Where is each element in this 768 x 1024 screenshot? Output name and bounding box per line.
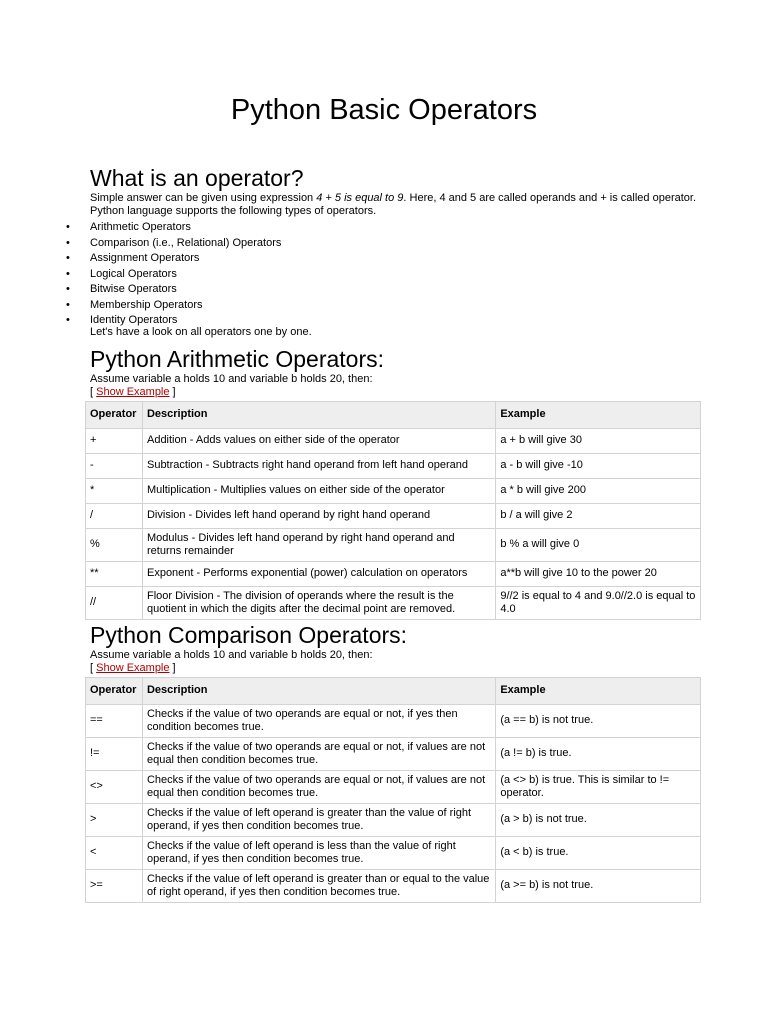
example-cell: (a >= b) is not true. bbox=[496, 869, 701, 902]
bracket-open: [ bbox=[90, 661, 97, 674]
operator-cell: == bbox=[86, 704, 143, 737]
section-heading-comparison: Python Comparison Operators: bbox=[90, 621, 408, 648]
description-cell: Checks if the value of left operand is greater than the value of right operand, if yes then condition becomes true. bbox=[142, 803, 495, 836]
table-header-row bbox=[86, 401, 701, 428]
operator-cell: <> bbox=[86, 770, 143, 803]
operator-cell: * bbox=[86, 478, 143, 503]
arithmetic-operators-table bbox=[85, 401, 701, 620]
show-example-link-arithmetic[interactable]: Show Example bbox=[96, 385, 170, 398]
operator-cell: ** bbox=[86, 561, 143, 586]
list-item: • Bitwise Operators bbox=[90, 282, 700, 298]
list-item: • Membership Operators bbox=[90, 298, 700, 314]
description-cell: Multiplication - Multiplies values on either side of the operator bbox=[142, 478, 495, 503]
closing-sentence: Let's have a look on all operators one by one. bbox=[90, 325, 312, 338]
description-cell: Modulus - Divides left hand operand by right hand operand and returns remainder bbox=[142, 528, 495, 561]
column-header-description: Description bbox=[142, 401, 495, 428]
description-cell: Checks if the value of two operands are equal or not, if yes then condition becomes true. bbox=[142, 704, 495, 737]
example-cell: b / a will give 2 bbox=[496, 503, 701, 528]
table-row bbox=[86, 586, 701, 619]
table-row bbox=[86, 737, 701, 770]
show-example-link-comparison[interactable]: Show Example bbox=[96, 661, 170, 674]
document-body bbox=[90, 165, 700, 903]
comparison-assumption: Assume variable a holds 10 and variable b holds 20, then: bbox=[90, 648, 373, 661]
list-item: • Logical Operators bbox=[90, 267, 700, 283]
description-cell: Subtraction - Subtracts right hand operand from left hand operand bbox=[142, 453, 495, 478]
table-row bbox=[86, 528, 701, 561]
example-cell: (a > b) is not true. bbox=[496, 803, 701, 836]
example-cell: b % a will give 0 bbox=[496, 528, 701, 561]
list-item: • Arithmetic Operators bbox=[90, 220, 700, 236]
table-row bbox=[86, 704, 701, 737]
operator-cell: > bbox=[86, 803, 143, 836]
description-cell: Checks if the value of left operand is greater than or equal to the value of right operand, if yes then condition becomes true. bbox=[142, 869, 495, 902]
example-cell: a + b will give 30 bbox=[496, 428, 701, 453]
example-cell: (a != b) is true. bbox=[496, 737, 701, 770]
description-cell: Addition - Adds values on either side of the operator bbox=[142, 428, 495, 453]
operator-cell: - bbox=[86, 453, 143, 478]
column-header-operator: Operator bbox=[86, 677, 143, 704]
list-item: • Comparison (i.e., Relational) Operators bbox=[90, 236, 700, 252]
operator-cell: % bbox=[86, 528, 143, 561]
table-row bbox=[86, 836, 701, 869]
table-header-row bbox=[86, 677, 701, 704]
example-cell: (a == b) is not true. bbox=[496, 704, 701, 737]
intro-paragraph bbox=[90, 192, 700, 218]
arithmetic-example-link-line bbox=[90, 386, 700, 399]
table-row bbox=[86, 770, 701, 803]
description-cell: Checks if the value of left operand is less than the value of right operand, if yes then condition becomes true. bbox=[142, 836, 495, 869]
table-row bbox=[86, 869, 701, 902]
example-cell: a - b will give -10 bbox=[496, 453, 701, 478]
page-title: Python Basic Operators bbox=[230, 94, 538, 126]
column-header-example: Example bbox=[496, 677, 701, 704]
table-row bbox=[86, 428, 701, 453]
description-cell: Checks if the value of two operands are equal or not, if values are not equal then condition becomes true. bbox=[142, 770, 495, 803]
example-cell: a * b will give 200 bbox=[496, 478, 701, 503]
operator-cell: / bbox=[86, 503, 143, 528]
operator-cell: != bbox=[86, 737, 143, 770]
description-cell: Division - Divides left hand operand by right hand operand bbox=[142, 503, 495, 528]
example-cell: (a <> b) is true. This is similar to != operator. bbox=[496, 770, 701, 803]
table-row bbox=[86, 561, 701, 586]
section-heading-intro: What is an operator? bbox=[90, 165, 304, 191]
table-row bbox=[86, 453, 701, 478]
description-cell: Floor Division - The division of operands where the result is the quotient in which the digits after the decimal point are removed. bbox=[142, 586, 495, 619]
description-cell: Exponent - Performs exponential (power) calculation on operators bbox=[142, 561, 495, 586]
bracket-open: [ bbox=[90, 385, 97, 398]
arithmetic-assumption: Assume variable a holds 10 and variable b holds 20, then: bbox=[90, 372, 373, 385]
description-cell: Checks if the value of two operands are equal or not, if values are not equal then condition becomes true. bbox=[142, 737, 495, 770]
example-cell: 9//2 is equal to 4 and 9.0//2.0 is equal to 4.0 bbox=[496, 586, 701, 619]
operator-cell: >= bbox=[86, 869, 143, 902]
list-item: • Identity Operators bbox=[90, 313, 700, 329]
column-header-operator: Operator bbox=[86, 401, 143, 428]
section-heading-arithmetic: Python Arithmetic Operators: bbox=[90, 345, 385, 372]
bracket-close: ] bbox=[169, 385, 176, 398]
example-cell: (a < b) is true. bbox=[496, 836, 701, 869]
column-header-example: Example bbox=[496, 401, 701, 428]
example-cell: a**b will give 10 to the power 20 bbox=[496, 561, 701, 586]
operator-cell: + bbox=[86, 428, 143, 453]
operator-cell: // bbox=[86, 586, 143, 619]
comparison-example-link-line bbox=[90, 662, 700, 675]
intro-expression: 4 + 5 is equal to 9 bbox=[316, 192, 404, 204]
bracket-close: ] bbox=[169, 661, 176, 674]
operator-types-list bbox=[90, 220, 700, 329]
comparison-operators-table bbox=[85, 677, 701, 903]
table-row bbox=[86, 803, 701, 836]
table-row bbox=[86, 503, 701, 528]
intro-text-before: Simple answer can be given using expression bbox=[90, 192, 317, 204]
table-row bbox=[86, 478, 701, 503]
operator-cell: < bbox=[86, 836, 143, 869]
intro-text-after: . Here, 4 and 5 are called operands and + is called operator. Python language supports the following types of operators. bbox=[90, 192, 697, 217]
column-header-description: Description bbox=[142, 677, 495, 704]
list-item: • Assignment Operators bbox=[90, 251, 700, 267]
